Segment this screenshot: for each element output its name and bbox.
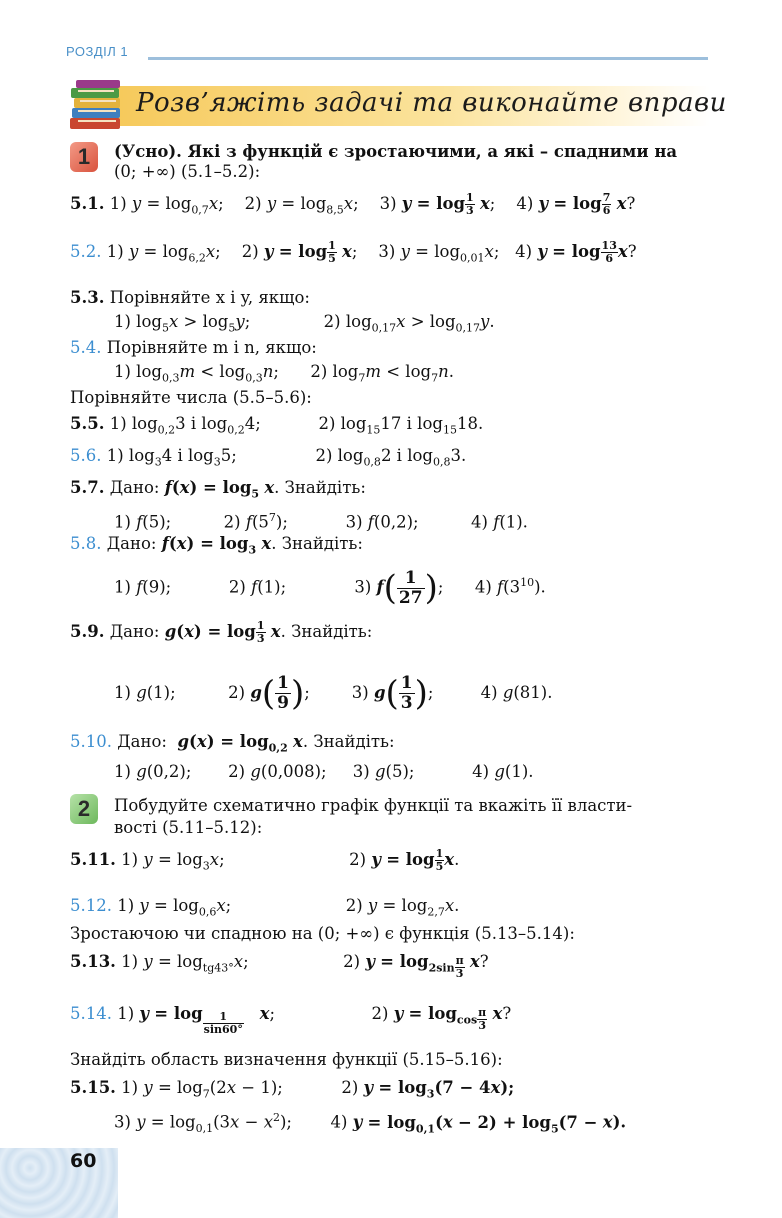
problem-5-10-items: 1) g(0,2); 2) g(0,008); 3) g(5); 4) g(1). [114,762,534,781]
problem-5-4-items: 1) $\log_{0,3}m < \log_{0,3}n$; 2) $\log_7m < \log_7n$. [114,362,454,385]
problem-5-13: 5.13. 1) $y = \log_{tg43^\circ}x$; 2) $y = \log_{2sin}$ $\frac{\pi}{3}$ x? [70,952,489,980]
level-2-badge: 2 [70,794,98,824]
page-corner-decoration [0,1148,118,1218]
level-2-intro-line-2: вості (5.11–5.12): [114,818,263,837]
problem-5-15-items-2: 3) $y = \log_{0,1}(3x - x^2)$; 4) $y = \log_{0,1}(x - 2) + \log_5(7 - x)$. [114,1111,627,1135]
problem-5-8-items: 1) f(9); 2) f(1); 3) f( $\frac{1}{27}$ ); 4) $f(3^{10})$. [114,567,546,608]
compare-numbers-heading: Порівняйте числа (5.5–5.6): [70,388,312,407]
problem-5-7: 5.7. Дано: $f(x) = \log_5 x$. Знайдіть: [70,478,366,501]
level-2-intro-line-1: Побудуйте схематично графік функції та вкажіть її власти- [114,796,633,815]
page-number: 60 [70,1150,97,1172]
problem-5-5: 5.5. 1) $\log_{0,2}3$ і $\log_{0,2}4$; 2) $\log_{15}17$ і $\log_{15}18$. [70,414,484,437]
problem-5-9: 5.9. Дано: g(x) = log $\frac{1}{3}$ x. Знайдіть: [70,619,373,645]
level-1-intro-line-2: (0; +∞) (5.1–5.2): [114,162,261,181]
section-label: РОЗДІЛ 1 [66,44,129,59]
problem-5-9-items: 1) g(1); 2) g( $\frac{1}{9}$ ); 3) g( $\frac{1}{3}$ ); 4) g(81). [114,673,553,714]
banner-title: Розв’яжіть задачі та виконайте вправи [136,88,727,118]
problem-5-3-items: 1) $\log_5x > \log_5y$; 2) $\log_{0,17}x > \log_{0,17}y$. [114,312,495,335]
level-1-intro-line-1: (Усно). Які з функцій є зростаючими, а які – спадними на [114,142,678,161]
problem-5-8: 5.8. Дано: $f(x) = \log_3 x$. Знайдіть: [70,534,363,557]
problem-5-6: 5.6. 1) $\log_34$ і $\log_35$; 2) $\log_{0,8}2$ і $\log_{0,8}3$. [70,446,467,469]
monotone-heading: Зростаючою чи спадною на (0; +∞) є функція (5.13–5.14): [70,924,575,943]
problem-5-15: 5.15. 1) $y = \log_7(2x - 1)$; 2) $y = \log_3(7 - 4x)$; [70,1078,515,1101]
problem-5-14: 5.14. 1) y = log $\frac{1}{\sin 60^\circ}$ x; 2) $y = \log_{cos}$ $\frac{\pi}{3}$ x? [70,1004,512,1036]
level-1-badge: 1 [70,142,98,172]
problem-5-10: 5.10. Дано: $g(x) = \log_{0,2} x$. Знайдіть: [70,732,395,755]
problem-5-1: 5.1. 1) $y = \log_{0,7}x$; 2) $y = \log_{8,5}x$; 3) y = log $\frac{1}{3}$ x; 4) y = log $\frac{7}{6}$ x? [70,191,636,217]
problem-5-2: 5.2. 1) $y = \log_{6,2}x$; 2) y = log $\frac{1}{5}$ x; 3) $y = \log_{0,01}x$; 4) y = log $\frac{13}{6}$ x? [70,239,637,265]
books-icon [68,78,126,132]
problem-5-12: 5.12. 1) $y = \log_{0,6}x$; 2) $y = \log_{2,7}x$. [70,896,460,919]
header-rule [148,57,708,60]
problem-5-3: 5.3. Порівняйте x і y, якщо: [70,288,310,307]
problem-5-11: 5.11. 1) $y = \log_3x$; 2) y = log $\frac{1}{5}$ x. [70,847,460,873]
problem-5-7-items: 1) f(5); 2) $f(5^7)$; 3) f(0,2); 4) f(1). [114,511,528,532]
problem-5-4: 5.4. Порівняйте m і n, якщо: [70,338,317,357]
domain-heading: Знайдіть область визначення функції (5.15–5.16): [70,1050,503,1069]
